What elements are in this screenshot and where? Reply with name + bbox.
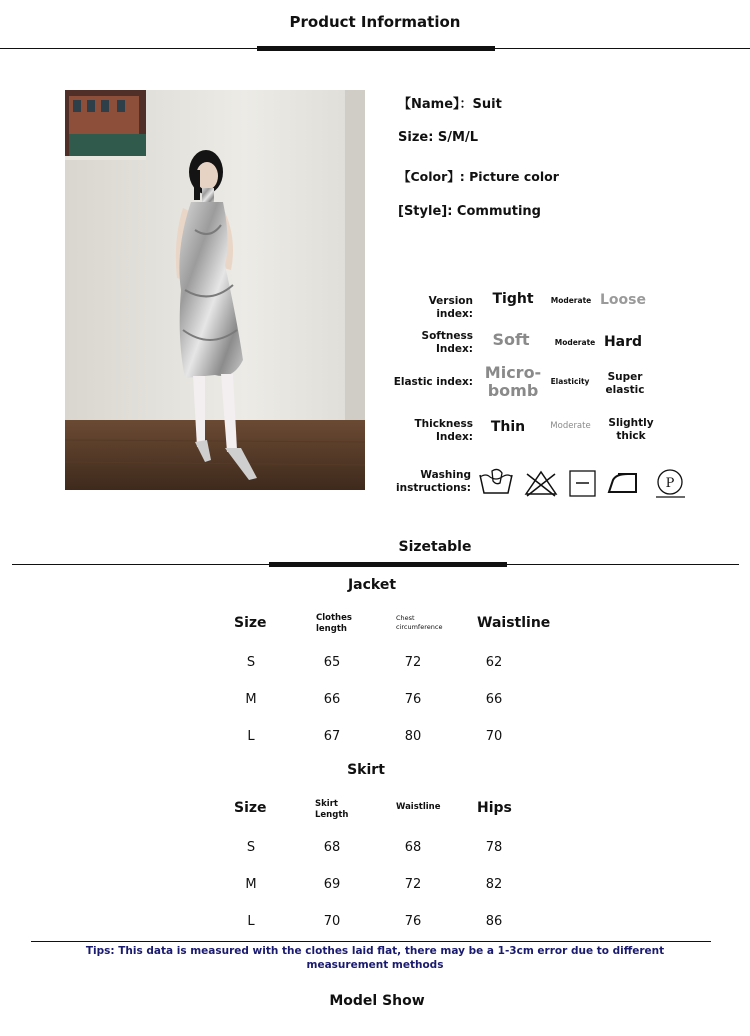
elastic-index-label: Elastic index: <box>393 376 473 388</box>
elastic-elasticity: Elasticity <box>550 377 590 386</box>
page-title: Product Information <box>289 13 461 31</box>
table-cell: 70 <box>485 729 503 744</box>
thickness-label-line1: Thickness <box>414 418 473 430</box>
table-cell: L <box>247 914 255 929</box>
dry-flat-icon <box>566 468 602 502</box>
elastic-micro-bomb <box>484 364 542 400</box>
washing-label-line1: Washing <box>420 469 471 481</box>
table-cell: 86 <box>485 914 503 929</box>
product-size: Size: S/M/L <box>398 130 479 145</box>
product-photo <box>65 90 365 490</box>
thickness-moderate: Moderate <box>550 421 591 431</box>
header-accent-bar <box>257 46 495 51</box>
tips-divider <box>31 941 711 942</box>
jacket-title: Jacket <box>347 577 397 593</box>
version-index-label: Version index: <box>428 295 473 320</box>
dry-clean-p-icon <box>653 468 689 502</box>
product-color: 【Color】: Picture color <box>398 169 559 184</box>
thickness-index-label <box>390 418 473 444</box>
product-name: 【Name】：Suit <box>398 97 502 112</box>
hand-wash-icon <box>478 467 514 501</box>
skirt-title: Skirt <box>347 762 385 778</box>
product-style: [Style]: Commuting <box>398 204 541 219</box>
elastic-a-line1: Micro- <box>484 363 542 382</box>
elastic-c-line2: elastic <box>605 384 645 396</box>
table-cell: 66 <box>323 692 341 707</box>
elastic-a-line2: bomb <box>487 381 539 400</box>
thickness-c-line2: thick <box>616 430 646 442</box>
jacket-header-waistline: Waistline <box>477 615 551 631</box>
sizetable-title: Sizetable <box>398 539 472 555</box>
tips-line2: measurement methods <box>306 959 444 971</box>
tips-note <box>30 944 720 972</box>
table-cell: 80 <box>404 729 422 744</box>
no-bleach-icon <box>523 468 559 502</box>
thickness-c-line1: Slightly <box>608 417 654 429</box>
table-cell: 69 <box>323 877 341 892</box>
softness-hard: Hard <box>603 334 643 350</box>
thickness-slightly-thick <box>606 417 656 443</box>
sizetable-accent-bar <box>269 562 507 567</box>
skirt-header-waistline: Waistline <box>396 802 441 812</box>
iron-icon <box>606 468 642 502</box>
dry-clean-p-letter: P <box>665 476 675 491</box>
table-cell: 76 <box>404 914 422 929</box>
table-cell: 76 <box>404 692 422 707</box>
softness-moderate: Moderate <box>554 338 596 347</box>
tips-line1: Tips: This data is measured with the clothes laid flat, there may be a 1-3cm error due to different <box>85 945 665 957</box>
table-cell: S <box>246 655 256 670</box>
table-cell: 72 <box>404 877 422 892</box>
jacket-header-length: Clothes length <box>316 613 352 634</box>
jacket-header-size: Size <box>234 615 267 631</box>
washing-label-line2: instructions: <box>396 482 471 494</box>
skirt-header-hips: Hips <box>477 800 512 816</box>
thickness-label-line2: Index: <box>436 431 473 443</box>
table-cell: 68 <box>323 840 341 855</box>
softness-index-label <box>390 330 473 356</box>
softness-label-line2: Index: <box>436 343 473 355</box>
softness-soft: Soft <box>492 330 530 349</box>
model-show-title: Model Show <box>329 993 425 1009</box>
version-loose: Loose <box>600 292 646 308</box>
version-moderate: Moderate <box>550 296 592 305</box>
table-cell: 78 <box>485 840 503 855</box>
table-cell: 82 <box>485 877 503 892</box>
version-tight: Tight <box>492 291 534 307</box>
elastic-super-elastic <box>600 371 650 397</box>
table-cell: M <box>245 877 257 892</box>
table-cell: 62 <box>485 655 503 670</box>
table-cell: 65 <box>323 655 341 670</box>
softness-label-line1: Softness <box>421 330 473 342</box>
jacket-header-chest: Chest circumference <box>396 614 443 631</box>
table-cell: 66 <box>485 692 503 707</box>
table-cell: 72 <box>404 655 422 670</box>
table-cell: L <box>247 729 255 744</box>
elastic-c-line1: Super <box>607 371 643 383</box>
skirt-header-length: Skirt Length <box>315 799 349 820</box>
skirt-header-size: Size <box>234 800 267 816</box>
washing-instructions-label <box>388 469 471 495</box>
thickness-thin: Thin <box>490 419 526 435</box>
table-cell: 67 <box>323 729 341 744</box>
table-cell: 70 <box>323 914 341 929</box>
table-cell: S <box>246 840 256 855</box>
table-cell: M <box>245 692 257 707</box>
table-cell: 68 <box>404 840 422 855</box>
